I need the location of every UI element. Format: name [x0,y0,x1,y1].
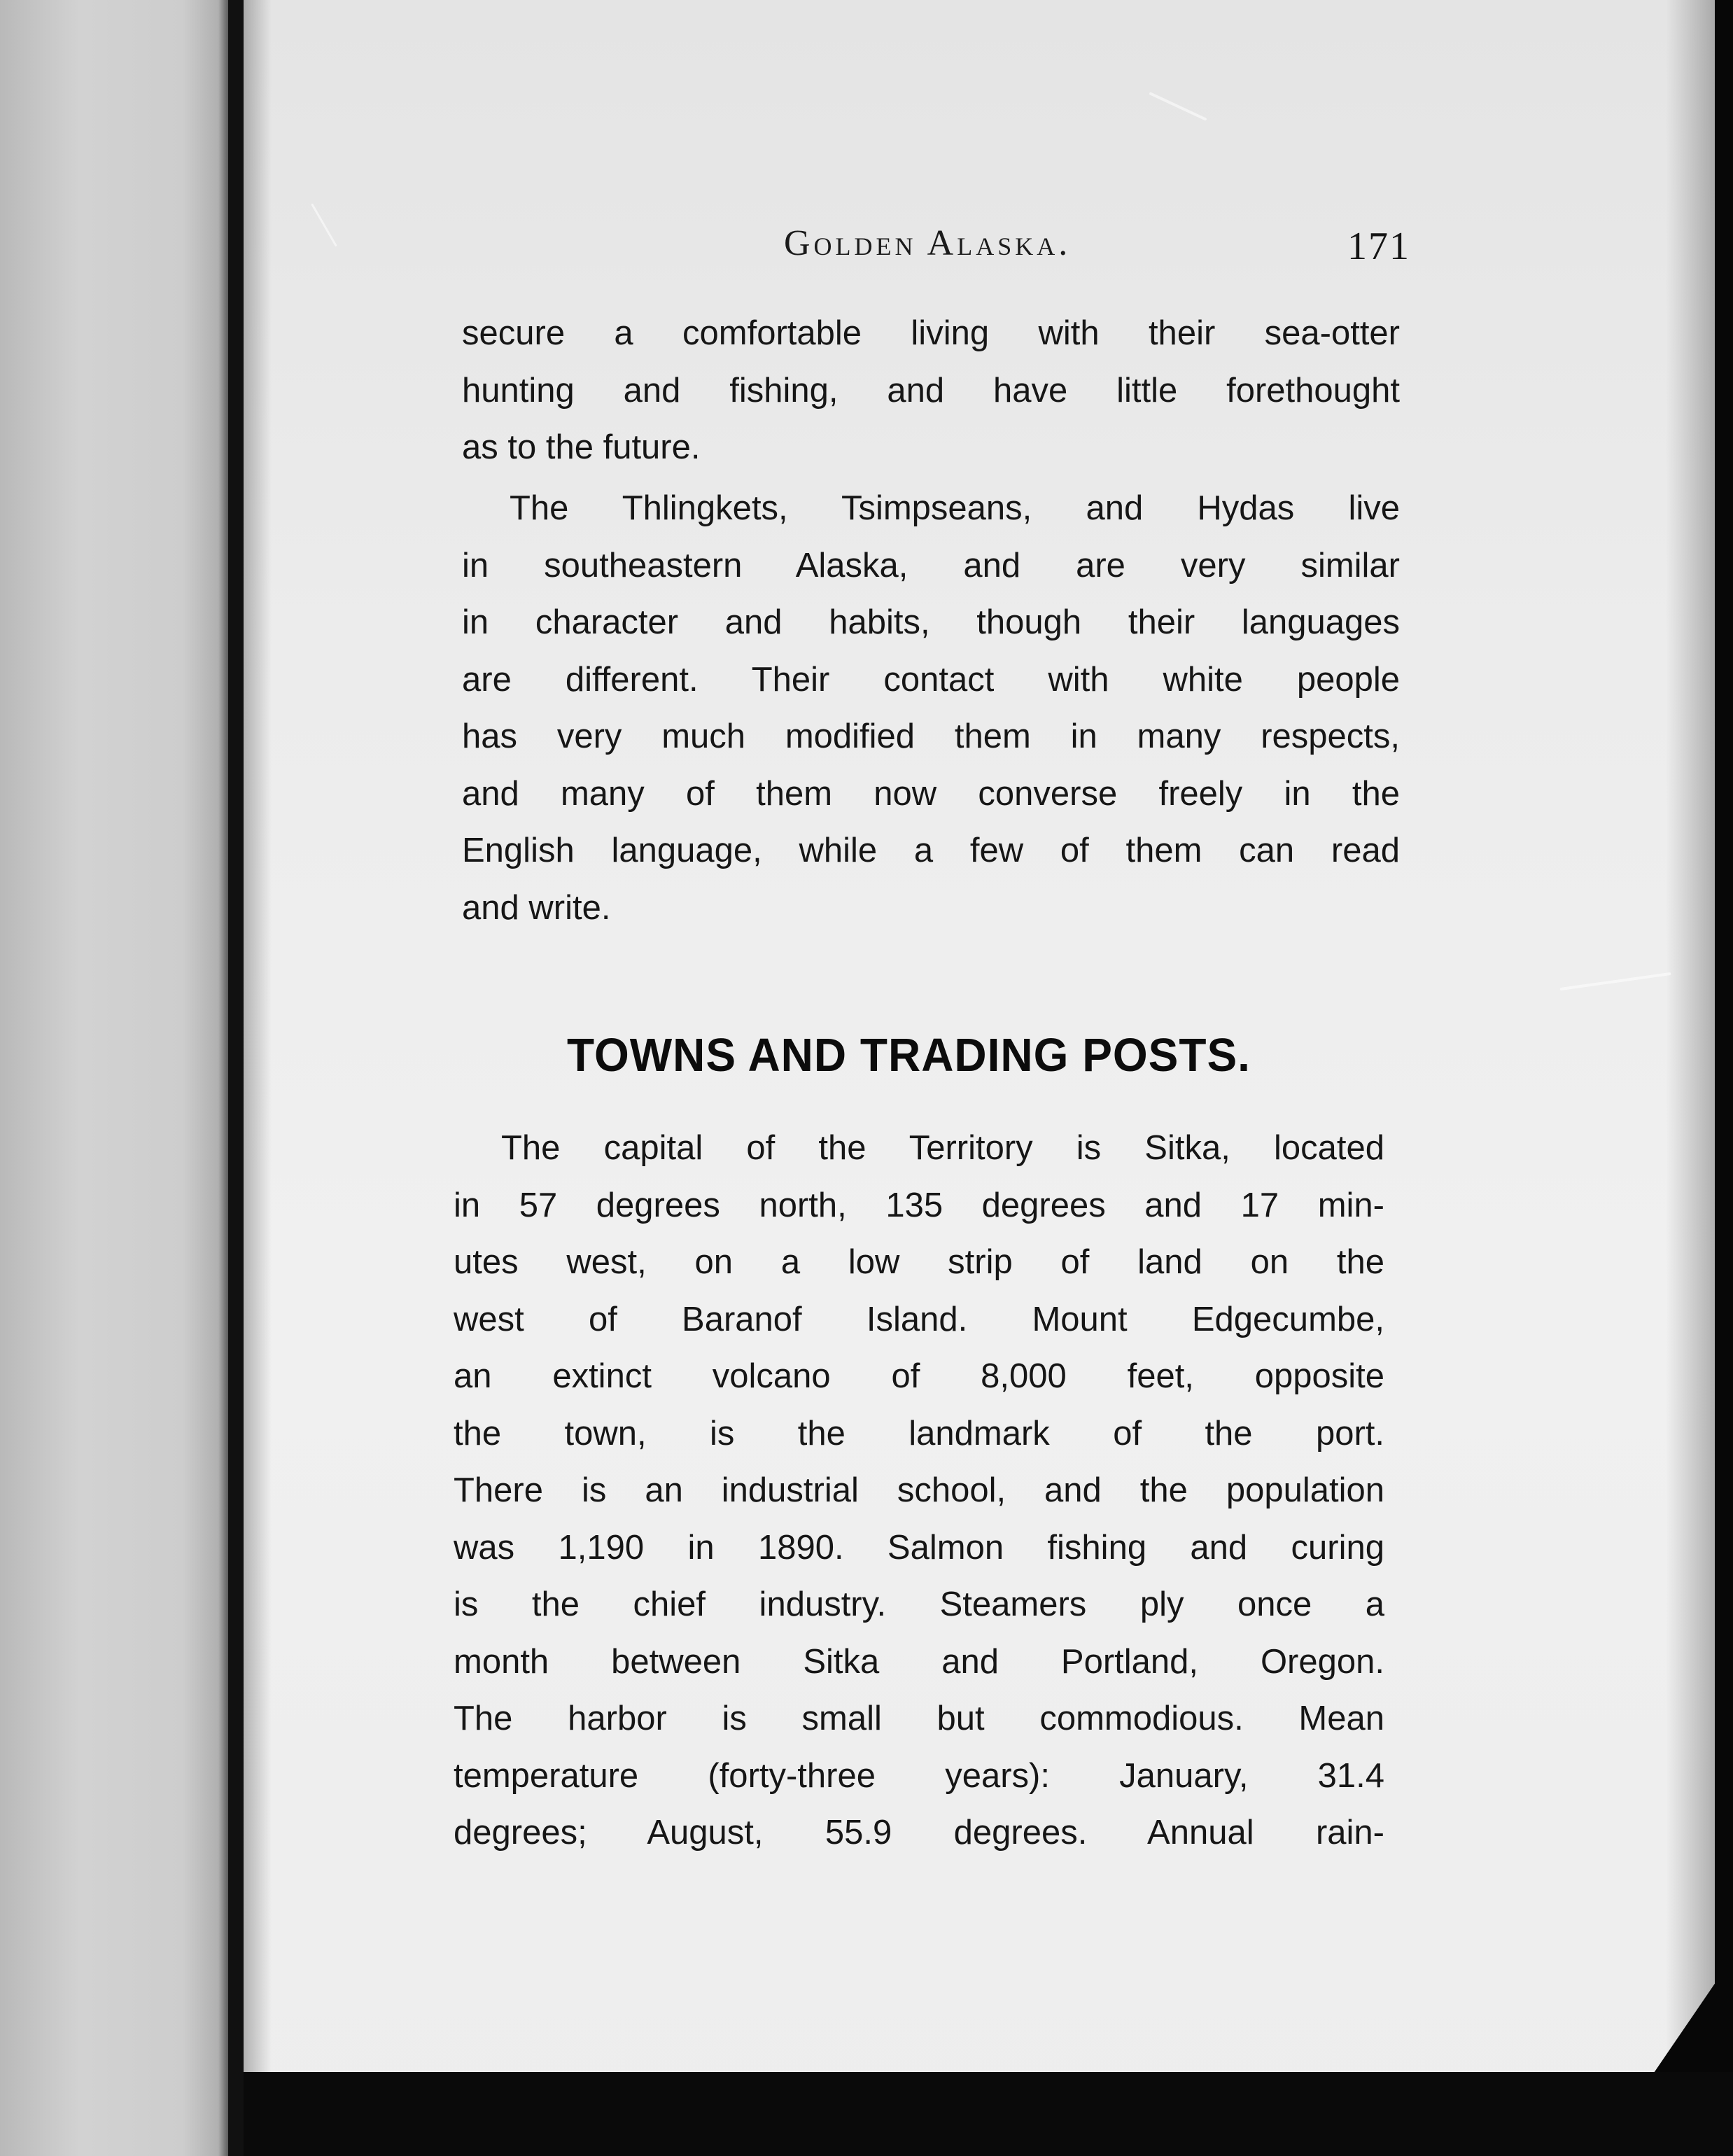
bottom-shadow [244,2072,1733,2156]
paragraph-2 [462,480,1400,937]
paragraph-1 [462,305,1400,477]
text-line: in southeastern Alaska, and are very similar [462,546,1400,584]
text-line: The capital of the Territory is Sitka, located [501,1129,1384,1167]
text-line: English language, while a few of them can read [462,832,1400,869]
running-head: Golden Alaska. [784,223,1072,263]
text-line: temperature (forty-three years): January, 31.4 [454,1756,1384,1795]
text-line: hunting and fishing, and have little forethought [462,371,1400,410]
text-line: and many of them now converse freely in the [462,774,1400,813]
scan-scratch [1560,972,1671,990]
text-line: was 1,190 in 1890. Salmon fishing and curing [454,1528,1384,1567]
text-line: month between Sitka and Portland, Oregon. [454,1642,1384,1681]
text-line: west of Baranof Island. Mount Edgecumbe, [454,1300,1384,1338]
text-line: in character and habits, though their languages [462,603,1400,641]
text-line: the town, is the landmark of the port. [454,1414,1384,1452]
scan-scratch [1149,92,1207,121]
text-line: is the chief industry. Steamers ply once a [454,1586,1384,1623]
text-line: There is an industrial school, and the population [454,1471,1384,1509]
text-line: utes west, on a low strip of land on the [454,1243,1384,1281]
text-line: in 57 degrees north, 135 degrees and 17 min- [454,1186,1384,1224]
text-line: and write. [462,888,611,927]
page-number: 171 [1347,225,1410,268]
scan-scratch [311,203,337,246]
page-outer-edge [1666,0,1715,2156]
text-line: as to the future. [462,428,701,466]
book-gutter [228,0,244,2156]
left-page-edge [0,0,228,2156]
text-line: The Thlingkets, Tsimpseans, and Hydas live [510,489,1400,527]
text-line: degrees; August, 55.9 degrees. Annual rain- [454,1814,1384,1851]
page-edge-shadow [244,0,272,2156]
paragraph-3 [454,1120,1384,1862]
text-line: an extinct volcano of 8,000 feet, opposite [454,1357,1384,1395]
text-line: are different. Their contact with white people [462,660,1400,699]
spine-shadow [218,0,228,2156]
section-heading: TOWNS AND TRADING POSTS. [567,1028,1251,1082]
text-line: has very much modified them in many respects, [462,718,1400,755]
text-line: The harbor is small but commodious. Mean [454,1700,1384,1737]
text-line: secure a comfortable living with their sea-otter [462,314,1400,352]
